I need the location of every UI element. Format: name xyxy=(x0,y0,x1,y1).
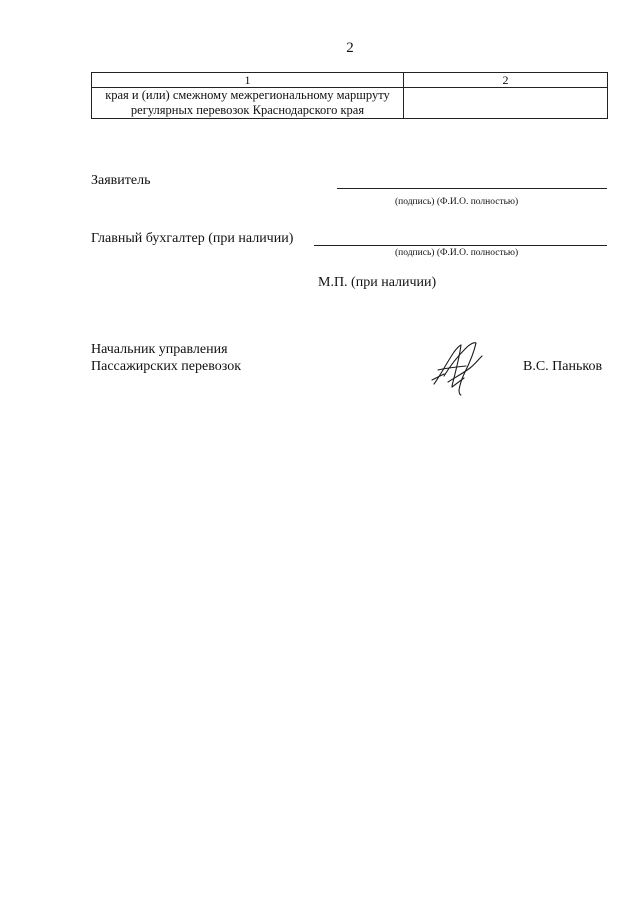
table-cell-line-2: регулярных перевозок Краснодарского края xyxy=(130,103,365,117)
applicant-signature-line xyxy=(337,188,607,189)
page-number: 2 xyxy=(346,40,354,56)
handwritten-signature xyxy=(430,340,492,396)
table-cell-col-2 xyxy=(404,88,608,119)
applicant-caption: (подпись) (Ф.И.О. полностью) xyxy=(395,197,519,207)
stamp-label: М.П. (при наличии) xyxy=(318,275,437,290)
table-header-col-2: 2 xyxy=(404,73,608,88)
applicant-label: Заявитель xyxy=(91,173,151,188)
table-header-row xyxy=(92,73,608,88)
accountant-label: Главный бухгалтер (при наличии) xyxy=(91,231,294,246)
table-row xyxy=(92,88,608,119)
accountant-signature-line xyxy=(314,245,607,246)
form-table xyxy=(91,72,608,119)
signatory-name: В.С. Паньков xyxy=(523,359,603,374)
table-cell-col-1 xyxy=(92,88,404,119)
signatory-title-line-1: Начальник управления xyxy=(91,342,228,357)
table-header-col-1: 1 xyxy=(92,73,404,88)
table-cell-line-1: края и (или) смежному межрегиональному маршруту xyxy=(105,88,390,102)
signatory-title-line-2: Пассажирских перевозок xyxy=(91,359,241,374)
accountant-caption: (подпись) (Ф.И.О. полностью) xyxy=(395,248,519,258)
